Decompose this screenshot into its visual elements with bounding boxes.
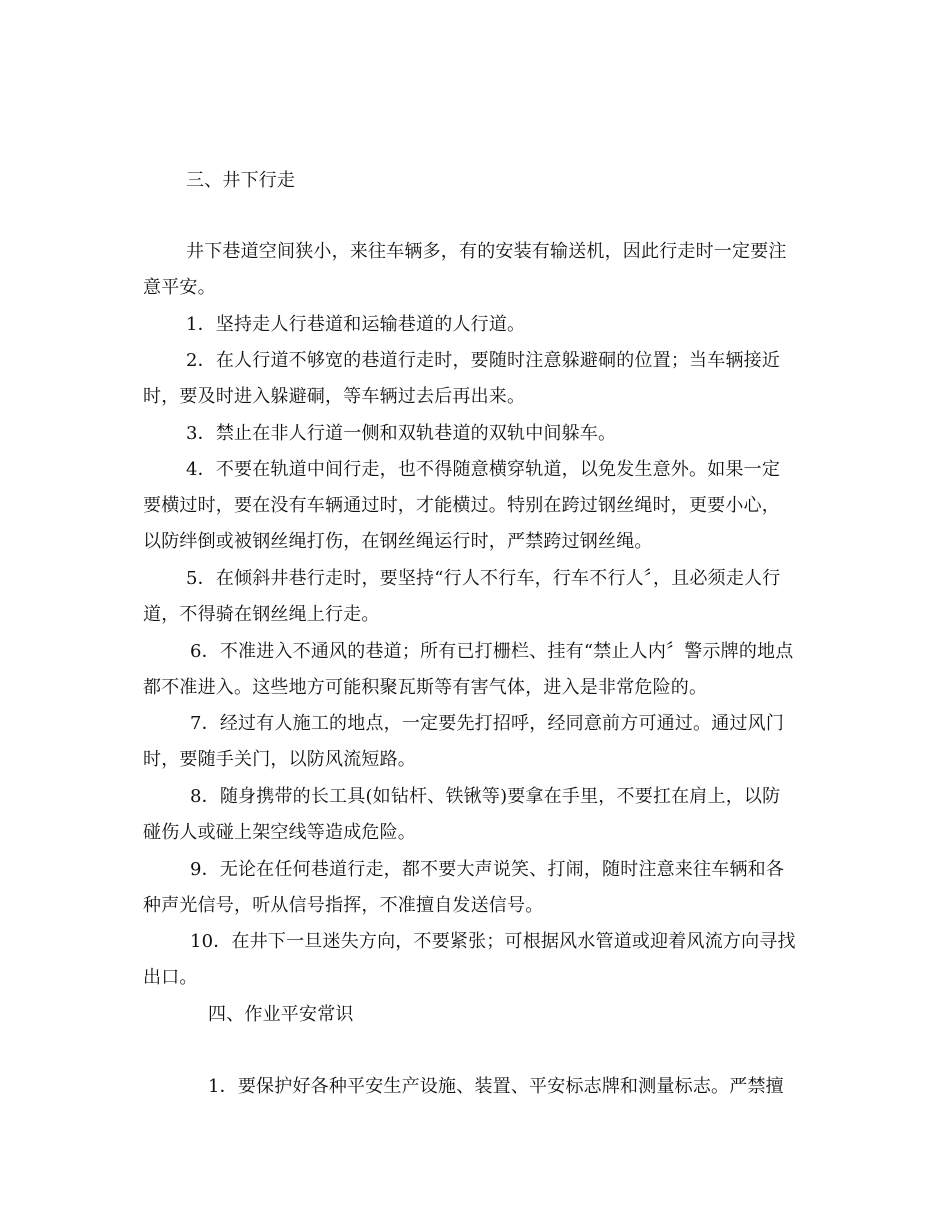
item-1: 1．坚持走人行巷道和运输巷道的人行道。 [186,314,526,335]
item-9-line-1: 9．无论在任何巷道行走，都不要大声说笑、打闹，随时注意来往车辆和各 [190,859,785,880]
item-7-line-2: 时，要随手关门，以防风流短路。 [143,749,416,770]
item-3: 3．禁止在非人行道一侧和双轨巷道的双轨中间躲车。 [186,423,617,444]
item-8-line-1: 8．随身携带的长工具(如钻杆、铁锹等)要拿在手里，不要扛在肩上，以防 [190,786,781,807]
intro-line-2: 意平安。 [143,277,216,298]
section-heading-4: 四、作业平安常识 [208,1004,354,1025]
item-10-line-2: 出口。 [143,967,198,988]
item-4-line-3: 以防绊倒或被钢丝绳打伤，在钢丝绳运行时，严禁跨过钢丝绳。 [143,531,653,552]
item-2-line-2: 时，要及时进入躲避硐，等车辆过去后再出来。 [143,386,526,407]
item-2-line-1: 2．在人行道不够宽的巷道行走时，要随时注意躲避硐的位置；当车辆接近 [186,350,781,371]
item-6-line-1: 6．不准进入不通风的巷道；所有已打栅栏、挂有“禁止人内〞警示牌的地点 [190,641,794,662]
item-10-line-1: 10．在井下一旦迷失方向，不要紧张；可根据风水管道或迎着风流方向寻找 [190,931,796,952]
item-5-line-2: 道，不得骑在钢丝绳上行走。 [143,604,380,625]
item-4-line-2: 要横过时，要在没有车辆通过时，才能横过。特别在跨过钢丝绳时，更要小心， [143,495,780,516]
item-8-line-2: 碰伤人或碰上架空线等造成危险。 [143,822,416,843]
item-6-line-2: 都不准进入。这些地方可能积聚瓦斯等有害气体，进入是非常危险的。 [143,677,708,698]
section-4-item-1: 1．要保护好各种平安生产设施、装置、平安标志牌和测量标志。严禁擅 [208,1076,784,1097]
item-5-line-1: 5．在倾斜井巷行走时，要坚持“行人不行车，行车不行人〞，且必须走人行 [186,568,781,589]
item-4-line-1: 4．不要在轨道中间行走，也不得随意横穿轨道，以免发生意外。如果一定 [186,459,781,480]
item-9-line-2: 种声光信号，听从信号指挥，不准擅自发送信号。 [143,895,544,916]
item-7-line-1: 7．经过有人施工的地点，一定要先打招呼，经同意前方可通过。通过风门 [190,713,785,734]
section-heading-3: 三、井下行走 [186,170,296,191]
intro-line-1: 井下巷道空间狭小，来往车辆多，有的安装有输送机，因此行走时一定要注 [186,241,787,262]
